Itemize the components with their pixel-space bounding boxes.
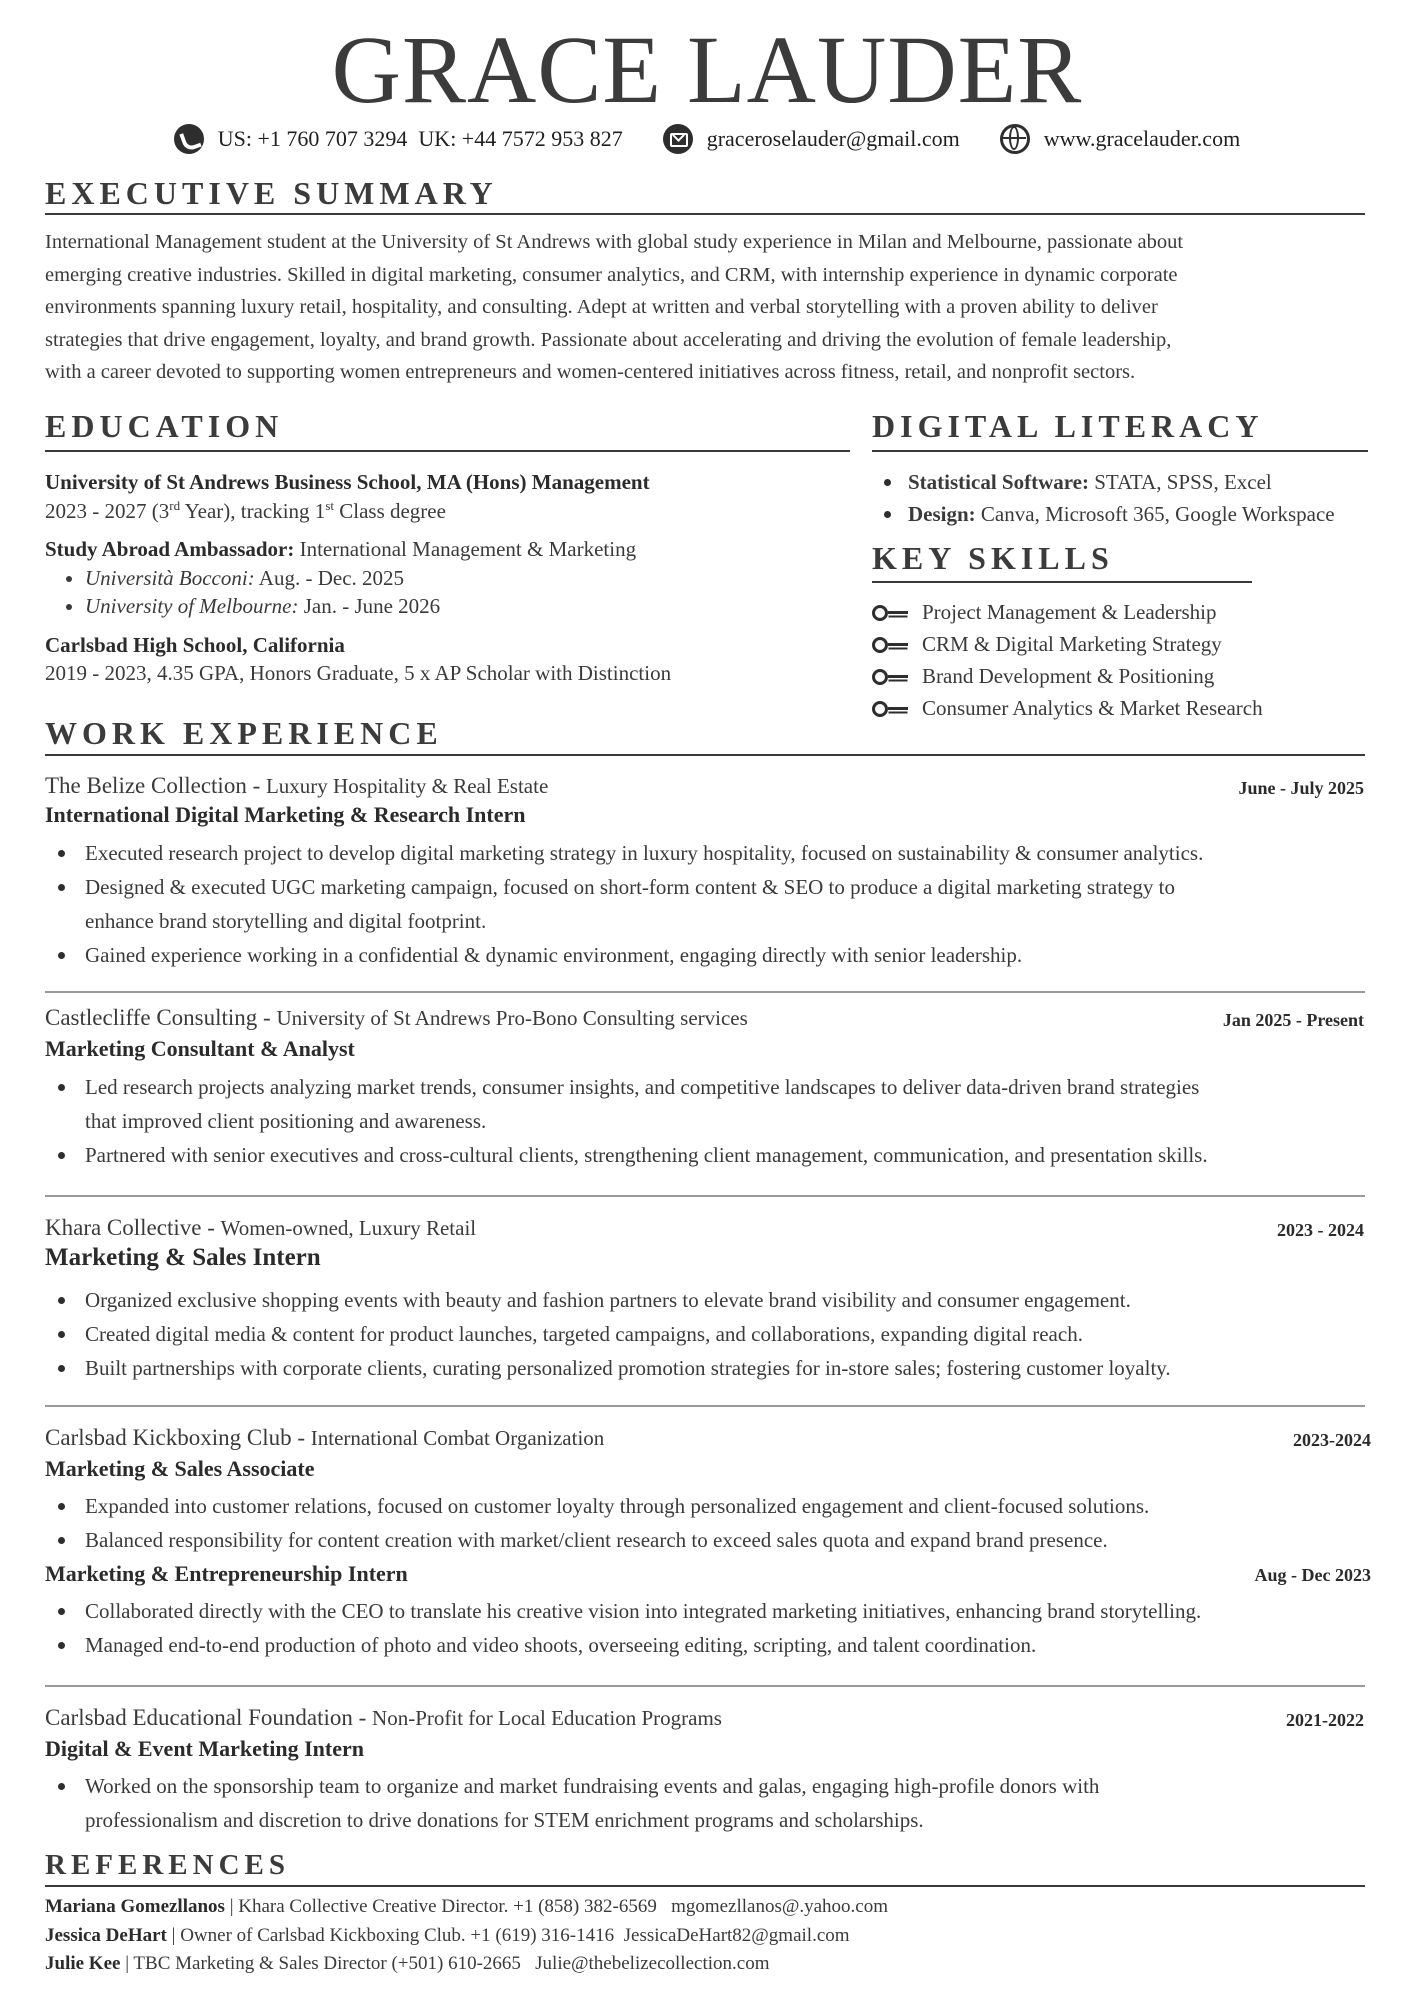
job-divider — [45, 1195, 1365, 1197]
skills-list — [872, 596, 1372, 724]
job-bullets — [45, 836, 1375, 972]
job-bullet: Collaborated directly with the CEO to translate his creative vision into integrated marketing initiatives, enhancing brand storytelling. — [45, 1594, 1375, 1628]
mail-icon — [663, 124, 693, 154]
job-bullets-secondary — [45, 1594, 1375, 1662]
digital-list — [878, 466, 1398, 530]
phone-numbers: US: +1 760 707 3294 UK: +44 7572 953 827 — [217, 126, 623, 151]
phone-icon — [174, 124, 204, 154]
job-bullet: Created digital media & content for product launches, targeted campaigns, and collaborations, expanding digital reach. — [45, 1317, 1375, 1351]
job-role-secondary: Marketing & Entrepreneurship Intern — [45, 1561, 408, 1586]
skills-heading: KEY SKILLS — [872, 540, 1114, 576]
references-rule — [45, 1885, 1365, 1887]
st-andrews-detail: 2023 - 2027 (3rd Year), tracking 1st Class degree — [45, 497, 446, 523]
contact-row — [0, 124, 1414, 154]
candidate-name: GRACE LAUDER — [331, 16, 1083, 123]
summary-line: International Management student at the University of St Andrews with global study experience in Milan and Melbourne, passionate about — [45, 231, 1184, 253]
job-bullet: Managed end-to-end production of photo and video shoots, overseeing editing, scripting, and talent coordination. — [45, 1628, 1375, 1662]
skills-rule — [872, 581, 1252, 583]
job-khara-header: Khara Collective - Women-owned, Luxury Retail — [45, 1215, 477, 1240]
job-bullet: Worked on the sponsorship team to organize and market fundraising events and galas, engaging high-profile donors with professionalism and discretion to drive donations for STEM enrichment programs and scholarships. — [45, 1769, 1375, 1837]
job-divider — [45, 1405, 1365, 1407]
reference-item: Jessica DeHart | Owner of Carlsbad Kickboxing Club. +1 (619) 316-1416 JessicaDeHart82@gmail.com — [45, 1924, 850, 1946]
summary-line: with a career devoted to supporting women entrepreneurs and women-centered initiatives across fitness, retail, and nonprofit sectors. — [45, 361, 1136, 383]
job-bullet: Executed research project to develop digital marketing strategy in luxury hospitality, focused on sustainability & consumer analytics. — [45, 836, 1375, 870]
education-block — [45, 468, 855, 688]
job-bullet: Partnered with senior executives and cross-cultural clients, strengthening client management, communication, and presentation skills. — [45, 1138, 1375, 1172]
job-bullet: Designed & executed UGC marketing campaign, focused on short-form content & SEO to produce a digital marketing strategy to enhance brand storytelling and digital footprint. — [45, 870, 1375, 938]
job-bullets — [45, 1769, 1375, 1837]
job-role: Marketing & Sales Associate — [45, 1456, 315, 1481]
abroad-item: • University of Melbourne: Jan. - June 2026 — [85, 592, 855, 621]
summary-line: emerging creative industries. Skilled in digital marketing, consumer analytics, and CRM, with internship experience in dynamic corporate — [45, 263, 1178, 286]
references-heading: REFERENCES — [45, 1849, 290, 1881]
job-date: 2023 - 2024 — [1277, 1220, 1364, 1240]
job-bullet: Built partnerships with corporate clients, curating personalized promotion strategies for in-store sales; fostering customer loyalty. — [45, 1351, 1375, 1385]
digital-rule — [872, 450, 1368, 452]
skill-item: Brand Development & Positioning — [872, 660, 1372, 692]
job-date: Jan 2025 - Present — [1222, 1010, 1364, 1030]
summary-line: strategies that drive engagement, loyalty, and brand growth. Passionate about accelerating and driving the evolution of female leadership, — [45, 328, 1172, 351]
abroad-list — [45, 564, 855, 621]
job-bullet: Led research projects analyzing market trends, consumer insights, and competitive landscapes to deliver data-driven brand strategies that improved client positioning and awareness. — [45, 1070, 1375, 1138]
job-bullet: Organized exclusive shopping events with beauty and fashion partners to elevate brand visibility and consumer engagement. — [45, 1283, 1375, 1317]
education-heading: EDUCATION — [45, 408, 284, 444]
job-bullets — [45, 1489, 1375, 1557]
study-abroad: Study Abroad Ambassador: International Management & Marketing — [45, 537, 637, 561]
skill-item: CRM & Digital Marketing Strategy — [872, 628, 1372, 660]
summary-heading: EXECUTIVE SUMMARY — [45, 175, 498, 211]
summary-text — [45, 226, 1385, 389]
job-role: Marketing & Sales Intern — [45, 1244, 321, 1271]
summary-rule — [45, 213, 1365, 215]
job-divider — [45, 1685, 1365, 1687]
globe-icon — [1000, 124, 1030, 154]
email-group — [663, 124, 960, 154]
digital-item: Design: Canva, Microsoft 365, Google Workspace — [878, 498, 1398, 530]
website-group — [1000, 124, 1241, 154]
reference-item: Julie Kee | TBC Marketing & Sales Director (+501) 610-2665 Julie@thebelizecollection.com — [45, 1953, 770, 1974]
email-link[interactable]: graceroselauder@gmail.com — [706, 126, 960, 151]
job-role: Digital & Event Marketing Intern — [45, 1736, 364, 1761]
school-carlsbad-high: Carlsbad High School, California — [45, 632, 345, 657]
reference-item: Mariana Gomezllanos | Khara Collective Creative Director. +1 (858) 382-6569 mgomezllanos@.yahoo.com — [45, 1896, 889, 1917]
job-foundation-header: Carlsbad Educational Foundation - Non-Profit for Local Education Programs — [45, 1705, 722, 1730]
work-rule — [45, 754, 1365, 756]
digital-heading: DIGITAL LITERACY — [872, 408, 1264, 444]
education-rule — [45, 450, 850, 452]
job-bullet: Gained experience working in a confidential & dynamic environment, engaging directly with senior leadership. — [45, 938, 1375, 972]
digital-item: Statistical Software: STATA, SPSS, Excel — [878, 466, 1398, 498]
job-kickboxing-header: Carlsbad Kickboxing Club - International Combat Organization — [45, 1425, 605, 1450]
job-role: Marketing Consultant & Analyst — [45, 1036, 355, 1061]
skill-item: Consumer Analytics & Market Research — [872, 692, 1372, 724]
job-date: 2021-2022 — [1286, 1710, 1364, 1730]
job-bullets — [45, 1070, 1375, 1172]
job-date-secondary: Aug - Dec 2023 — [1254, 1565, 1371, 1585]
job-date: 2023-2024 — [1293, 1430, 1371, 1450]
job-belize-header: The Belize Collection - Luxury Hospitality & Real Estate — [45, 773, 549, 798]
carlsbad-high-detail: 2019 - 2023, 4.35 GPA, Honors Graduate, 5 x AP Scholar with Distinction — [45, 661, 672, 685]
job-bullet: Expanded into customer relations, focused on customer loyalty through personalized engagement and client-focused solutions. — [45, 1489, 1375, 1523]
job-date: June - July 2025 — [1238, 778, 1364, 798]
job-divider — [45, 991, 1365, 993]
summary-line: environments spanning luxury retail, hospitality, and consulting. Adept at written and verbal storytelling with a proven ability to deliver — [45, 296, 1158, 318]
job-castlecliffe-header: Castlecliffe Consulting - University of St Andrews Pro-Bono Consulting services — [45, 1005, 748, 1030]
job-bullets — [45, 1283, 1375, 1385]
school-st-andrews: University of St Andrews Business School, MA (Hons) Management — [45, 470, 650, 494]
work-heading: WORK EXPERIENCE — [45, 715, 443, 751]
skill-item: Project Management & Leadership — [872, 596, 1372, 628]
job-role: International Digital Marketing & Research Intern — [45, 802, 526, 827]
abroad-item: • Università Bocconi: Aug. - Dec. 2025 — [85, 564, 855, 593]
website-link[interactable]: www.gracelauder.com — [1043, 126, 1241, 151]
phone-group — [174, 124, 623, 154]
job-bullet: Balanced responsibility for content creation with market/client research to exceed sales quota and expand brand presence. — [45, 1523, 1375, 1557]
references-list — [45, 1893, 1375, 1979]
